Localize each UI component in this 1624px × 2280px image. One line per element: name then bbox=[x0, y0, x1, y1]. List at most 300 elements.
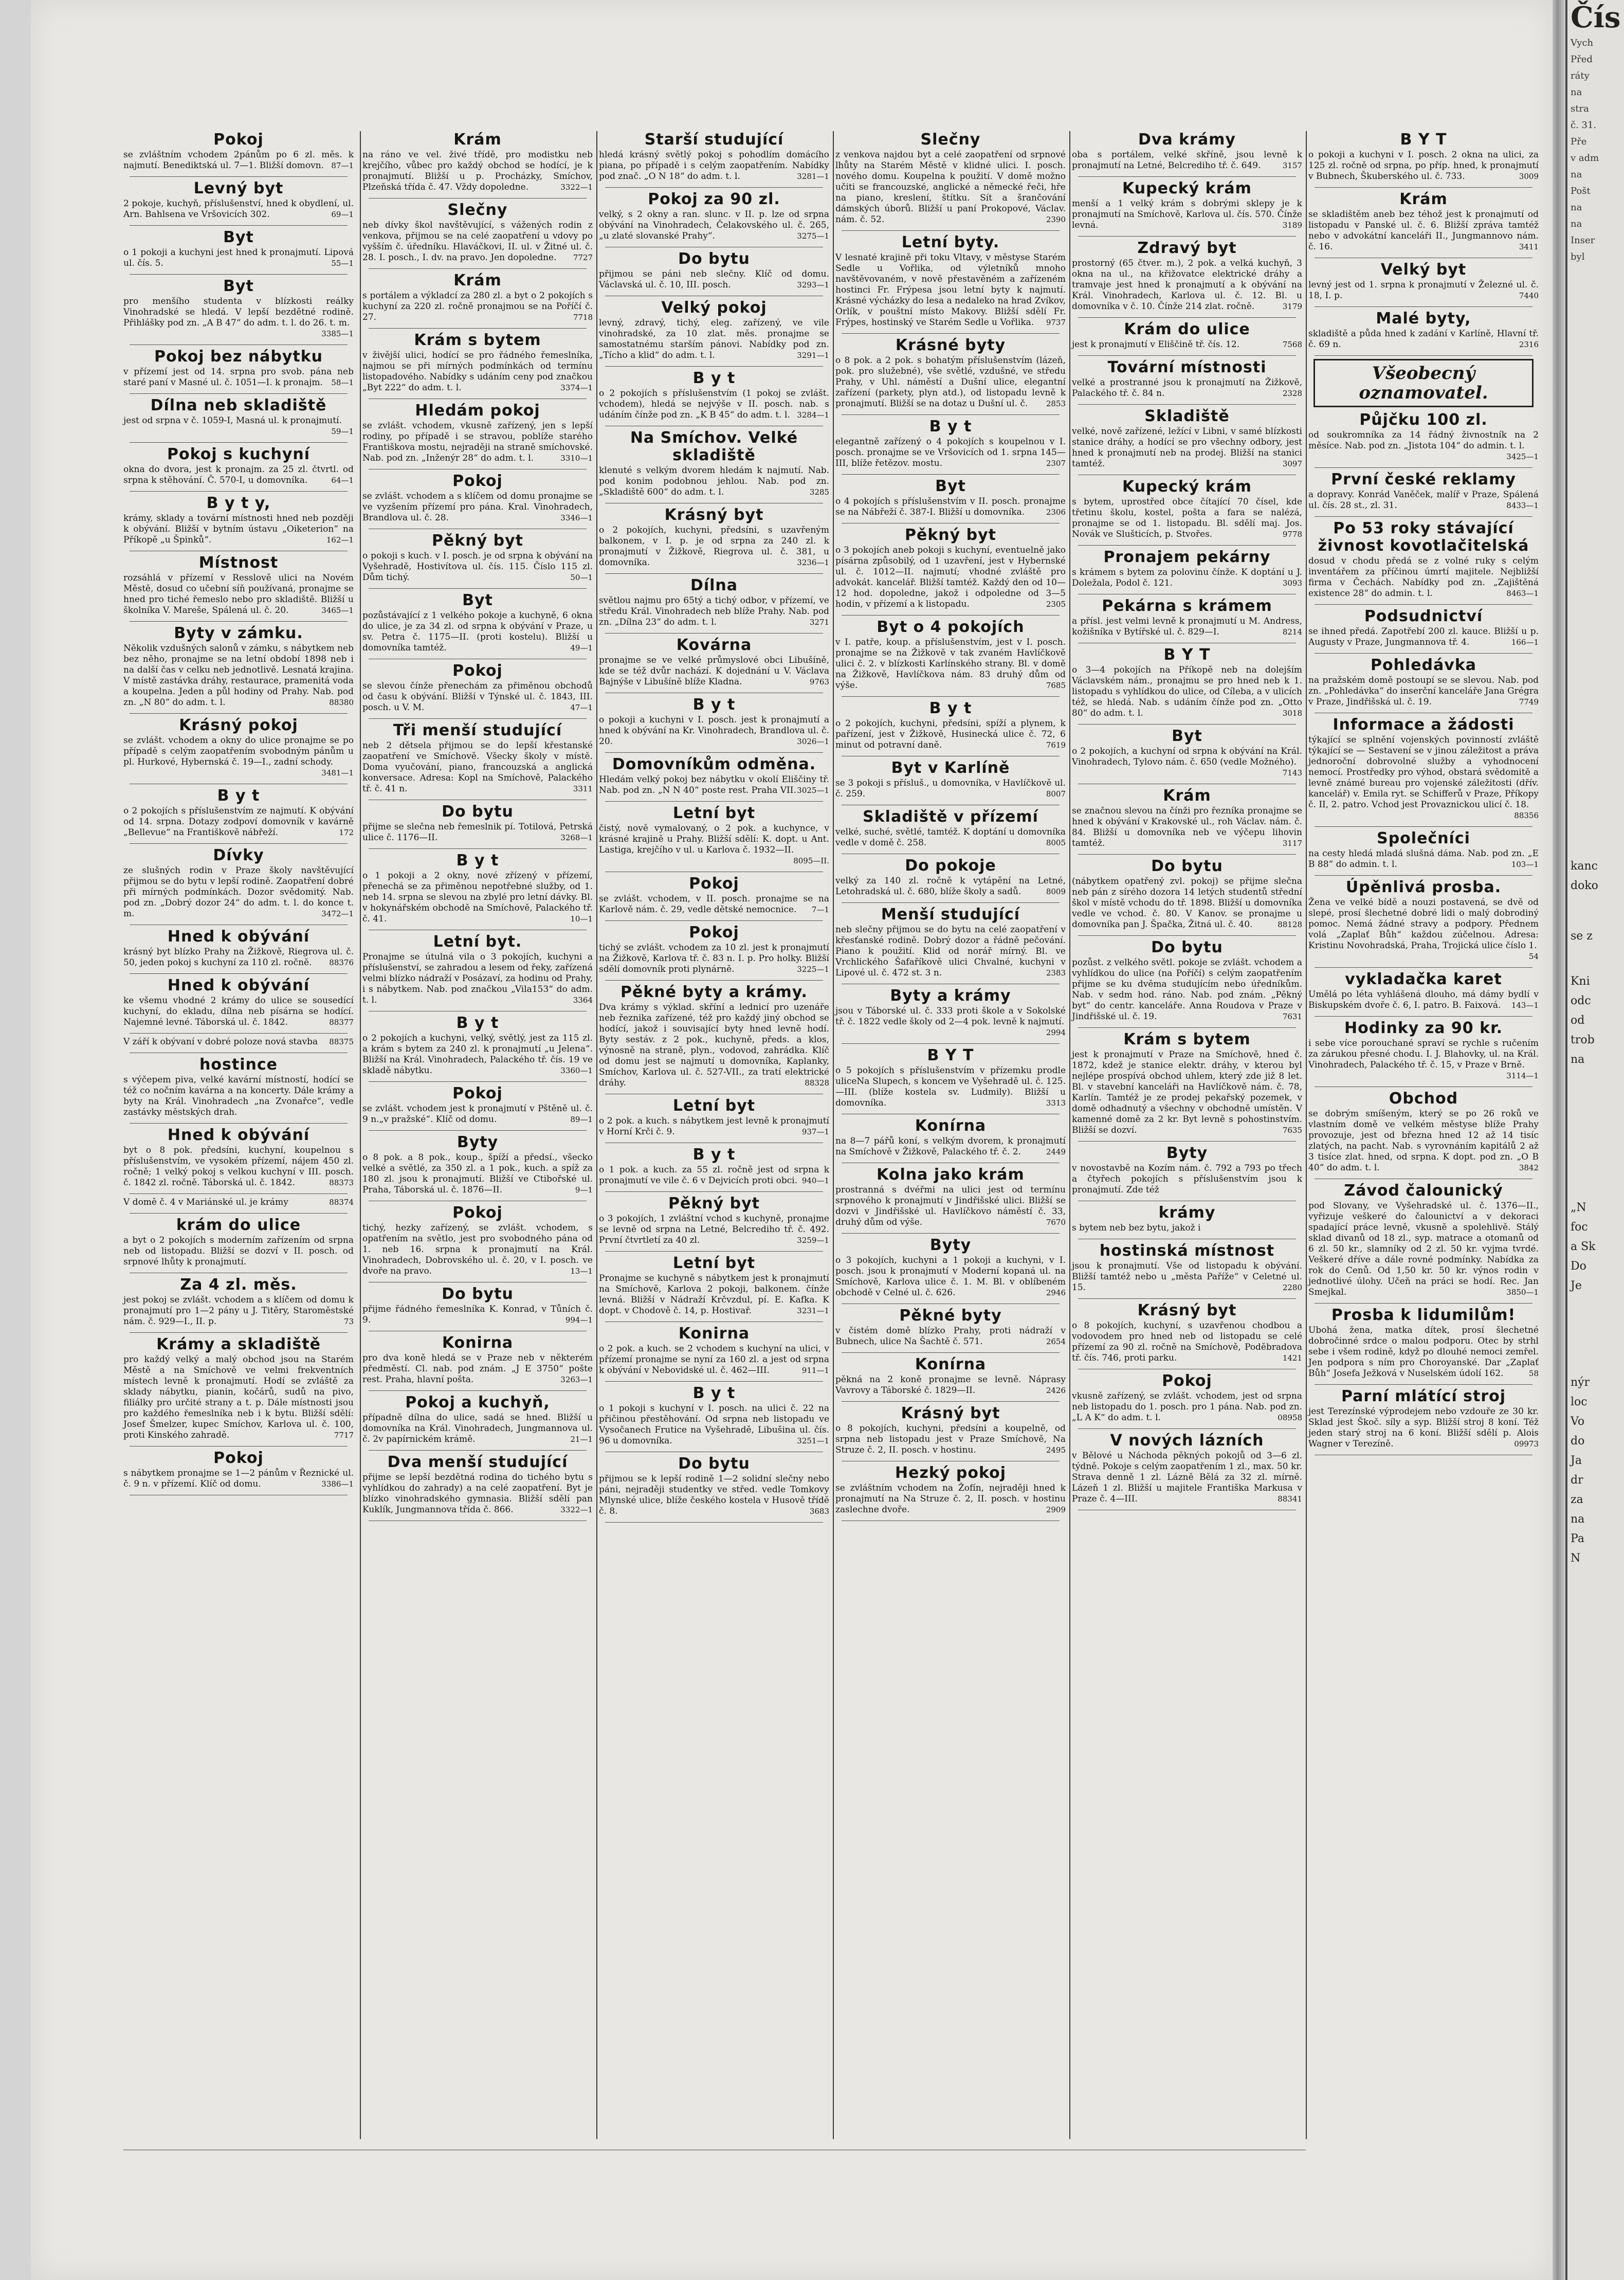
ad-title: Krám bbox=[453, 131, 502, 149]
ad-title: Po 53 roky stávající živnost kovotlačitelská bbox=[1318, 519, 1529, 555]
ad-body: o 8 pokojích, kuchyní, s uzavřenou chodbou a vodovodem pro hned neb od listopadu se celé přízemí za 90 zl. ročně na Smíchově, Poděbradova tř. čís. 746, proti parku. bbox=[1072, 1320, 1302, 1363]
ad-body: o 1 pok. a kuch. za 55 zl. ročně jest od srpna k pronajmutí ve vile č. 6 v Dejvicích proti obci. bbox=[599, 1165, 829, 1186]
classified-ad bbox=[835, 418, 1066, 469]
ad-text bbox=[362, 491, 593, 523]
ad-body: s výčepem piva, velké kavární místností, hodící se též co nočním kavárna a na koncerty. Dále krámy a byty na Král. Vinohradech „na Zvonařce“, vedle zastávky městských drah. bbox=[123, 1075, 354, 1117]
ad-reference-number: 3346—1 bbox=[560, 513, 593, 522]
ad-body: o 2 pok. a kuch. s nábytkem jest levně k pronajmutí v Horní Krči č. 9. bbox=[599, 1116, 829, 1137]
edge-fragment: Před bbox=[1571, 54, 1593, 65]
ad-reference-number: 3157 bbox=[1282, 161, 1302, 170]
ad-title: Krám bbox=[1399, 190, 1448, 208]
ad-title: Dílna bbox=[690, 576, 738, 594]
ad-body: tichý se zvlášt. vchodem za 10 zl. jest k pronajmutí na Žižkově, Karlova tř. č. 83 n. I. p. Pro holky. Bližší sdělí domovník proti plynárně. bbox=[599, 943, 829, 974]
classified-ad bbox=[123, 1450, 354, 1490]
ad-body: o 2 pokojích, kuchyni, předsíni, spíží a plynem, k pařízení, jest v Žižkově, Husinecká ulice č. 72, 6 minut od potravní daně. bbox=[835, 718, 1066, 750]
ad-separator bbox=[130, 442, 348, 443]
ad-separator bbox=[130, 1332, 348, 1333]
ad-text bbox=[362, 610, 593, 654]
ad-body: Několik vzdušných salonů v zámku, s nábytkem neb bez něho, pronajme se na letní období 1898 neb i na další čas v celku neb jednotlivě. Lesnatá krajina. V místě zastávka dráhy, restaurace, pramenitá voda a koupelna. Jeden a půl hodiny od Prahy. Nab. pod zn. „N 80“ do adm. t. l. bbox=[123, 643, 354, 708]
edge-fragment: od bbox=[1571, 1014, 1585, 1027]
ad-title: Půjčku 100 zl. bbox=[1359, 411, 1488, 429]
classified-ad bbox=[835, 1307, 1066, 1347]
classified-ad bbox=[835, 1464, 1066, 1515]
ad-title: Hezký pokoj bbox=[895, 1464, 1006, 1482]
ad-text bbox=[1072, 806, 1302, 849]
ad-reference-number: 88377 bbox=[329, 1018, 354, 1027]
ad-text bbox=[123, 415, 354, 436]
ad-reference-number: 3231—1 bbox=[797, 1306, 829, 1315]
classified-ad bbox=[123, 1127, 354, 1188]
ad-reference-number: 3275—1 bbox=[797, 231, 829, 241]
ad-body: prostorný (65 čtver. m.), 2 pok. a velká kuchyň, 3 okna na ul., na křižovatce elektrické dráhy a tramvaje jest hned k pronajmutí a k obývání na Král. Vinohradech, Karlova ul. č. 12. Bl. u domovníka v č. 10. Čínže 214 zlat. ročně. bbox=[1072, 258, 1302, 312]
ad-reference-number: 3360—1 bbox=[560, 1066, 593, 1075]
ad-body: velké a prostranné jsou k pronajmutí na Žižkově, Palackého tř. č. 84 n. bbox=[1072, 377, 1302, 399]
ad-title: Kupecký krám bbox=[1122, 179, 1252, 197]
ad-text bbox=[123, 1468, 354, 1490]
ad-text bbox=[599, 388, 829, 421]
classified-ad bbox=[1072, 1242, 1302, 1293]
ad-separator bbox=[1078, 1428, 1296, 1429]
classified-ad bbox=[599, 506, 829, 568]
ad-text bbox=[1072, 567, 1302, 589]
ad-reference-number: 3481—1 bbox=[321, 768, 354, 777]
classified-ad bbox=[835, 337, 1066, 409]
ad-body: na 8—7 pářů koní, s velkým dvorem, k pronajmutí na Smíchově v Žižkově, Palackého tř. č. 2. bbox=[835, 1136, 1066, 1157]
ad-title: Byt bbox=[935, 477, 966, 495]
ad-body: o 1 pokoji s kuchyní v I. posch. na ulici č. 22 na přičinou přestěhování. Od srpna neb listopadu ve Vysočanech Frutice na Vyšehradě, Libušina ul. čís. 96 u domovníka. bbox=[599, 1403, 829, 1446]
ad-text bbox=[835, 1423, 1066, 1456]
classified-ad bbox=[1072, 1145, 1302, 1196]
ad-body: levný jest od 1. srpna k pronajmutí v Železné ul. č. 18, I. p. bbox=[1308, 280, 1539, 301]
ad-reference-number: 69—1 bbox=[331, 210, 354, 219]
ad-title: B y t y, bbox=[206, 494, 271, 512]
ad-title: B y t bbox=[929, 699, 972, 717]
ad-reference-number: 3026—1 bbox=[797, 737, 829, 746]
ad-text bbox=[123, 1037, 354, 1047]
ad-text bbox=[362, 1353, 593, 1385]
edge-fragment: foc bbox=[1571, 1221, 1588, 1234]
classified-ad bbox=[599, 1146, 829, 1186]
ad-separator bbox=[369, 268, 587, 269]
ad-body: (nábytkem opatřený zvl. pokoj) se přijme slečna neb pán z sírého dozora 14 letých studentů střední škol v místě vchodu do tř. 1898. Bližší u domovníka vedle ve vchod. č. 80. V Kanov. se pronajme u domovníka pan J. Špačka, Žitná ul. č. 40. bbox=[1072, 876, 1302, 930]
edge-fragment: ráty bbox=[1571, 70, 1590, 81]
ad-text bbox=[1072, 339, 1302, 350]
ad-title: Tři menší studující bbox=[393, 721, 562, 739]
ad-text bbox=[1308, 989, 1539, 1011]
edge-fragment: odc bbox=[1571, 994, 1591, 1007]
classified-ad bbox=[123, 625, 354, 708]
ad-body: týkající se splnění vojenských povinností zvláště týkající se — Sestavení se v jinou záležitost a práva jednoroční dobrovolné služby a vyhodnocení nemocí. Prostředky pro výhod, obstará svědomitě a levně známé bureau pro vojenské záležitosti (dřív. kancelář) v. Emila ryt. se Schifferů v Praze, Příkopy č. II, 2. patro. Vchod jest Provaznickou ulicí č. 18. bbox=[1308, 735, 1539, 810]
ad-reference-number: 8009 bbox=[1046, 887, 1066, 896]
ad-title: Byt bbox=[1172, 727, 1202, 745]
ad-title: Pokoj bbox=[213, 1449, 264, 1467]
classified-ad bbox=[1072, 1372, 1302, 1423]
edge-fragment: Do bbox=[1571, 1260, 1586, 1273]
ad-text bbox=[1072, 1223, 1302, 1234]
ad-text bbox=[1308, 1201, 1539, 1298]
ad-reference-number: 55—1 bbox=[331, 259, 354, 268]
ad-text bbox=[1308, 1109, 1539, 1173]
ad-reference-number: 88128 bbox=[1278, 920, 1302, 929]
ad-reference-number: 3097 bbox=[1282, 459, 1302, 468]
ad-text bbox=[599, 823, 829, 865]
ad-reference-number: 59—1 bbox=[331, 427, 354, 436]
ad-title: Krám do ulice bbox=[1124, 320, 1250, 338]
classified-ad bbox=[1308, 261, 1539, 301]
ad-reference-number: 2316 bbox=[1519, 340, 1539, 349]
ad-title: Letní byt bbox=[672, 1097, 756, 1115]
ad-body: jest k pronajmutí v Praze na Smíchově, hned č. 1872, kdež je stanice elektr. dráhy, v kterou byl nejlépe prospívá obchod uhlem, který zde již 8 let. Bl. v stavební kanceláři na Havlíčkově nám. č. 78, Karlín. Tamtéž je ze prodej pekařský pozemek, v domě odhadnutý a všechny v obchodně umístěn. V kamenné domě za 2 kr. Byt levně s pohostinstvím. Bližší se dozví. bbox=[1072, 1049, 1302, 1135]
ad-text bbox=[123, 996, 354, 1028]
classified-ad bbox=[1308, 1182, 1539, 1298]
ad-title: Pokoj bbox=[689, 924, 739, 942]
ad-separator bbox=[130, 1213, 348, 1214]
classified-ad bbox=[1072, 787, 1302, 849]
ad-body: o pokoji a kuchyni v I. posch. 2 okna na ulici, za 125 zl. ročně od srpna, po příp. hned, k pronajmutí v Bubnech, Škuberského ul. č. 733. bbox=[1308, 150, 1539, 182]
ad-title: Pěkný byt bbox=[431, 532, 523, 550]
ad-text bbox=[835, 1326, 1066, 1347]
ad-title: Pokoj bbox=[452, 1204, 503, 1222]
edge-fragment: v adm bbox=[1571, 153, 1599, 164]
ad-title: Pokoj bbox=[452, 472, 503, 490]
ad-separator bbox=[130, 176, 348, 177]
ad-title: B Y T bbox=[1400, 131, 1447, 149]
ad-separator bbox=[605, 1381, 823, 1382]
ad-separator bbox=[605, 801, 823, 802]
ad-text bbox=[835, 496, 1066, 518]
ad-title: Do bytu bbox=[1151, 857, 1223, 875]
ad-title: Kolna jako krám bbox=[877, 1166, 1025, 1184]
ad-reference-number: 7631 bbox=[1282, 1012, 1302, 1021]
ad-text bbox=[362, 291, 593, 323]
ad-title: Pěkný byt bbox=[668, 1195, 760, 1213]
ad-body: o pokoji s kuch. v I. posch. je od srpna k obývání na Vyšehradě, Hostivítova ul. čís. 115. Číslo 115 zl. Dům tichý. bbox=[362, 551, 593, 583]
ad-text bbox=[123, 464, 354, 486]
classified-ad bbox=[123, 847, 354, 919]
classified-ad bbox=[835, 1405, 1066, 1456]
ad-title: Dva menší studující bbox=[387, 1453, 568, 1471]
ad-separator bbox=[605, 752, 823, 753]
ad-reference-number: 2654 bbox=[1046, 1337, 1066, 1346]
edge-fragment: stra bbox=[1571, 103, 1589, 114]
ad-body: neb slečny přijmou se do bytu na celé zaopatření v křesťanské rodině. Dobrý dozor a řádně pečování. Piano k použití. Klid od norář mírný. Bl. ve Vrchlického Šafaříkově ulici Chvalné, kuchyni v Lipové ul. č. 472 st. 3 n. bbox=[835, 925, 1066, 978]
ad-reference-number: 7619 bbox=[1046, 740, 1066, 750]
ad-reference-number: 940—1 bbox=[801, 1176, 829, 1185]
ad-separator bbox=[605, 1191, 823, 1192]
classified-ad bbox=[1308, 520, 1539, 599]
ad-reference-number: 9763 bbox=[809, 677, 829, 686]
classified-ad bbox=[1072, 131, 1302, 171]
ad-text bbox=[835, 150, 1066, 225]
ad-text bbox=[362, 350, 593, 393]
ad-text bbox=[1072, 957, 1302, 1022]
edge-fragment: Ja bbox=[1571, 1454, 1582, 1467]
ad-reference-number: 8007 bbox=[1046, 789, 1066, 799]
ad-separator bbox=[1315, 1016, 1532, 1017]
classified-ad bbox=[1072, 598, 1302, 638]
classified-ad bbox=[362, 1454, 593, 1515]
classified-ad bbox=[362, 1015, 593, 1076]
classified-ad bbox=[123, 717, 354, 779]
ad-reference-number: 2449 bbox=[1046, 1147, 1066, 1156]
ad-body: Dva krámy s výklad. skříní a lednicí pro uzenáře neb řeznika zařízené, též pro každý jiný obchod se hodící, jakož i souvisající byty hned levně hodí. Byty sestáv. z 2 pok., kuchyně, předs. a klos, výnosně na straně, plyn., vodovod, zahrádka. Klíč od domu jest se najmutí u domovníka, Kaplanky, Smíchov, Karlova ul. č. 527-VII., za tratí elektrické dráhy. bbox=[599, 1002, 829, 1088]
ad-title: Kovárna bbox=[676, 636, 752, 654]
ad-reference-number: 166—1 bbox=[1511, 638, 1539, 647]
classified-ad bbox=[835, 619, 1066, 691]
ad-text bbox=[1072, 150, 1302, 171]
classified-ad bbox=[1308, 879, 1539, 962]
classified-ad bbox=[1308, 131, 1539, 182]
ad-title: Krám bbox=[1163, 787, 1211, 805]
classified-ad bbox=[123, 1197, 354, 1208]
ad-body: tichý, hezky zařízený, se zvlášt. vchodem, s opatřením na světlo, jest pro svobodného pána od 1. neb 16. srpna k pronajmutí na Král. Vinohradech, Dobrovského ul. č. 20, v I. posch. ve dvoře na pravo. bbox=[362, 1223, 593, 1276]
classified-ad bbox=[123, 278, 354, 339]
ad-text bbox=[123, 806, 354, 838]
ad-reference-number: 7727 bbox=[573, 253, 593, 262]
ad-reference-number: 3271 bbox=[809, 618, 829, 627]
classified-ad bbox=[123, 1217, 354, 1268]
classified-ad bbox=[1308, 191, 1539, 252]
ad-title: vykladačka karet bbox=[1345, 970, 1502, 988]
ad-text bbox=[599, 318, 829, 361]
ad-reference-number: 9737 bbox=[1046, 318, 1066, 327]
edge-fragment: Vo bbox=[1571, 1415, 1585, 1428]
ad-title: Do bytu bbox=[1151, 938, 1223, 956]
ad-reference-number: 7670 bbox=[1046, 1218, 1066, 1227]
ad-reference-number: 2946 bbox=[1046, 1288, 1066, 1297]
ad-title: Domovníkům odměna. bbox=[612, 755, 816, 773]
ad-reference-number: 7568 bbox=[1282, 340, 1302, 349]
ad-body: levný, zdravý, tichý, eleg. zařízený, ve vile vinohradské, za 10 zlat. měs. pronajme se samostatnému starším pánovi. Nabídky pod zn. „Tícho a klid“ do adm. t. l. bbox=[599, 318, 829, 360]
ad-reference-number: 8005 bbox=[1046, 838, 1066, 847]
ad-reference-number: 3293—1 bbox=[797, 280, 829, 289]
ad-reference-number: 143—1 bbox=[1511, 1001, 1539, 1010]
ad-reference-number: 9778 bbox=[1282, 530, 1302, 539]
ad-reference-number: 3281—1 bbox=[797, 172, 829, 181]
ad-title: Byty bbox=[457, 1133, 499, 1151]
ad-body: V lesnaté krajině při toku Vltavy, v městyse Starém Sedle u Vořlika, od výletníků mnoho navštěvovaném, v nově přestavěném a zařízeném hostinci Fr. Frýpesa jsou letní byty k najmutí. Krásné výcházky do lesa a nedaleko na hrad Zvíkov, Orlík, v pouštní místo Makovy. Bližší sdělí Fr. Frýpes, hostinský ve Starém Sedle u Vořlika. bbox=[835, 252, 1066, 328]
ad-body: skladiště a půda hned k zadání v Karlíně, Hlavní tř. č. 69 n. bbox=[1308, 329, 1539, 350]
ad-reference-number: 9—1 bbox=[575, 1185, 593, 1195]
ad-title: Letní byty. bbox=[901, 233, 1000, 251]
classified-ad bbox=[362, 131, 593, 193]
classified-ad bbox=[1072, 646, 1302, 719]
ad-reference-number: 3386—1 bbox=[321, 1479, 354, 1489]
ad-separator bbox=[1315, 355, 1532, 356]
ad-separator bbox=[842, 1043, 1060, 1044]
ad-text bbox=[599, 1116, 829, 1137]
ad-body: se zvlášt. vchodem, v II. posch. pronajme se na Karlově nám. č. 29, vedle dětské nemocnice. bbox=[599, 894, 829, 915]
ad-reference-number: 3284—1 bbox=[797, 410, 829, 420]
ad-reference-number: 10—1 bbox=[570, 914, 593, 924]
ad-text bbox=[1308, 329, 1539, 350]
ad-reference-number: 88356 bbox=[1514, 811, 1539, 820]
ad-title: Pěkný byt bbox=[904, 526, 996, 544]
classified-ad bbox=[599, 696, 829, 747]
ad-body: Žena ve velké bídě a nouzi postavená, se dvě od slepé, prosí šlechetné dobré lidi o malý dobrodiný pomoc. Nemá žádné stravy a podpory. Přednem volá „Zaplať Bůh“ každou zúčelnou. Adresa: Kristinu Novohradská, Praha, Trojická ulice číslo 1. bbox=[1308, 897, 1539, 951]
ad-text bbox=[1072, 1451, 1302, 1505]
ad-text bbox=[362, 822, 593, 843]
ad-reference-number: 7685 bbox=[1046, 681, 1066, 690]
ad-title: Podsudnictví bbox=[1364, 607, 1483, 625]
ad-text bbox=[835, 1006, 1066, 1037]
ad-text bbox=[123, 643, 354, 708]
ad-body: pronajme se ve velké průmyslové obci Libušíně, kde se též dvůr nachází. K dojednání u V. Václava Bajnýše v Libušíně blíže Kladna. bbox=[599, 655, 829, 687]
ad-reference-number: 7718 bbox=[573, 313, 593, 322]
classified-ad bbox=[362, 852, 593, 925]
classified-ad bbox=[362, 202, 593, 263]
edge-fragment: „N bbox=[1571, 1201, 1586, 1214]
ad-title: Slečny bbox=[447, 201, 508, 219]
classified-ad bbox=[1308, 971, 1539, 1011]
edge-fragment: Pře bbox=[1571, 136, 1587, 147]
ad-reference-number: 87—1 bbox=[331, 161, 354, 170]
ad-separator bbox=[842, 696, 1060, 697]
classified-ad bbox=[123, 928, 354, 968]
ad-body: krámy, sklady a tovární místnosti hned neb později k obývání. Bližší v bytním ústavu „Oiketerion“ na Příkopě „u Špinků“. bbox=[123, 513, 354, 545]
ad-text bbox=[835, 252, 1066, 328]
ad-title: hostinská místnost bbox=[1099, 1242, 1275, 1260]
ad-reference-number: 3385—1 bbox=[321, 329, 354, 338]
edge-fragment: za bbox=[1571, 1493, 1583, 1506]
ad-reference-number: 3842 bbox=[1519, 1163, 1539, 1172]
facing-page-edge bbox=[1565, 0, 1624, 2280]
ad-reference-number: 88374 bbox=[329, 1198, 354, 1207]
ad-text bbox=[123, 1145, 354, 1188]
ad-text bbox=[1072, 497, 1302, 540]
ad-reference-number: 3259—1 bbox=[797, 1236, 829, 1245]
ad-title: Pokoj bez nábytku bbox=[154, 348, 323, 366]
ad-separator bbox=[1078, 545, 1296, 546]
ad-separator bbox=[1315, 467, 1532, 468]
ad-title: Pěkné byty a krámy. bbox=[621, 983, 808, 1001]
ad-text bbox=[599, 525, 829, 568]
ad-body: vkusně zařízený, se zvlášt. vchodem, jest od srpna neb listopadu do 1. posch. pro 1 pána. Nab. pod zn. „L A K“ do adm. t. l. bbox=[1072, 1391, 1302, 1423]
ad-text bbox=[1308, 1406, 1539, 1450]
ad-reference-number: 73 bbox=[343, 1317, 354, 1326]
ad-body: přijme řádného řemeslníka K. Konrad, v Tůních č. 9. bbox=[362, 1304, 593, 1325]
classified-ad bbox=[1308, 1090, 1539, 1173]
ad-text bbox=[835, 545, 1066, 610]
ad-reference-number: 3310—1 bbox=[560, 454, 593, 463]
ad-separator bbox=[1078, 724, 1296, 725]
ad-separator bbox=[1315, 604, 1532, 605]
ad-reference-number: 49—1 bbox=[570, 643, 593, 653]
edge-fragment: na bbox=[1571, 1053, 1585, 1066]
ad-reference-number: 911—1 bbox=[801, 1366, 829, 1375]
column-1 bbox=[123, 131, 354, 2142]
ad-text bbox=[1308, 626, 1539, 648]
classified-ad bbox=[835, 987, 1066, 1038]
ad-body: velký za 140 zl. ročně k vytápění na Letné, Letohradská ul. č. 680, blíže školy a sadů. bbox=[835, 876, 1066, 897]
ad-text bbox=[362, 740, 593, 794]
ad-reference-number: 2853 bbox=[1046, 399, 1066, 408]
ad-reference-number: 3114—1 bbox=[1506, 1071, 1539, 1080]
classified-ad bbox=[362, 1394, 593, 1445]
ad-text bbox=[1072, 258, 1302, 312]
ad-body: Pronajme se kuchyně s nábytkem jest k pronajmutí na Smíchově, Karlova 2 pokoji, balkonem. čínže levná. Bližší v Nádraží Krčvzdul, pí. E. Kafka. K dopt. v Chodově č. 14, p. Hostivař. bbox=[599, 1273, 829, 1316]
ad-separator bbox=[369, 1450, 587, 1451]
ad-separator bbox=[1078, 176, 1296, 177]
classified-ad bbox=[1072, 1302, 1302, 1364]
ad-body: a přísl. jest velmi levně k pronajmutí u M. Andress, kožišníka v Bytířské ul. č. 829—I. bbox=[1072, 616, 1302, 637]
ad-title: krám do ulice bbox=[176, 1216, 301, 1234]
classified-ad bbox=[599, 299, 829, 361]
ad-body: na ráno ve vel. živé třídě, pro modistku neb krejčího, vůbec pro každý obchod se hodící, je k pronajmutí. Bližší u p. Procházky, Smíchov, Plzeňská třída č. 47. Vždy dopoledne. bbox=[362, 150, 593, 192]
ad-body: pro dva koně hledá se v Praze neb v některém předměstí. Cl. nab. pod znám. „J E 3750“ pošte rest. Praha, hlavní pošta. bbox=[362, 1353, 593, 1385]
ad-separator bbox=[1078, 1027, 1296, 1028]
ad-text bbox=[599, 1214, 829, 1246]
ad-title: Krásný byt bbox=[664, 506, 764, 524]
ad-body: se skladištěm aneb bez téhož jest k pronajmutí od listopadu v Panské ul. č. 6. Bližší zpráva tamtéž nebo v advokátní kanceláři II., Jungmannovo nám. č. 16. bbox=[1308, 209, 1539, 252]
ad-body: s portálem a výkladcí za 280 zl. a byt o 2 pokojích s kuchyní za 220 zl. ročně pronajmou se na Poříčí č. 27. bbox=[362, 291, 593, 322]
ad-title: Na Smíchov. Velké skladiště bbox=[630, 429, 798, 464]
ad-text bbox=[123, 1235, 354, 1268]
edge-fragment: Inser bbox=[1571, 235, 1595, 246]
ad-reference-number: 8433—1 bbox=[1506, 501, 1539, 510]
classified-ad bbox=[123, 229, 354, 269]
ad-title: Krásný pokoj bbox=[179, 716, 298, 734]
ad-body: o 2 pok. a kuch. se 2 vchodem s kuchyní na ulici, v přízemí pronajme se nyní za 160 zl. a jest od srpna k obývání v Nebovidské ul. č. 462—III. bbox=[599, 1344, 829, 1376]
ad-reference-number: 88380 bbox=[329, 698, 354, 707]
classified-ad bbox=[835, 808, 1066, 848]
classified-ad bbox=[1308, 1388, 1539, 1450]
ad-reference-number: 88328 bbox=[805, 1078, 829, 1088]
ad-body: v živější ulici, hodící se pro řádného řemeslníka, najmou se při mírných podmínkách od termínu listopadového. Nabídky s udáním ceny pod značkou „Byt 222“ do adm. t. l. bbox=[362, 350, 593, 393]
classified-ad bbox=[599, 1455, 829, 1517]
classified-ad bbox=[362, 473, 593, 523]
ad-reference-number: 2280 bbox=[1282, 1283, 1302, 1292]
column-6 bbox=[1308, 131, 1539, 2142]
ad-reference-number: 3291—1 bbox=[797, 351, 829, 360]
ad-reference-number: 3225—1 bbox=[797, 965, 829, 974]
ad-title: První české reklamy bbox=[1331, 471, 1516, 488]
ad-text bbox=[835, 1185, 1066, 1228]
classified-ad bbox=[1308, 657, 1539, 708]
ad-reference-number: 2328 bbox=[1282, 389, 1302, 398]
ad-title: Společníci bbox=[1377, 829, 1470, 847]
ad-reference-number: 3374—1 bbox=[560, 383, 593, 392]
ad-title: B y t bbox=[692, 369, 736, 387]
ad-title: Informace a žádosti bbox=[1333, 716, 1514, 734]
ad-body: o 4 pokojích s příslušenstvím v II. posch. pronajme se na Nábřeží č. 387-I. Bližší u domovníka. bbox=[835, 496, 1066, 517]
classified-ad bbox=[599, 875, 829, 915]
ad-separator bbox=[130, 274, 348, 275]
ad-reference-number: 3850—1 bbox=[1506, 1288, 1539, 1297]
classified-ad bbox=[362, 1085, 593, 1125]
ad-separator bbox=[605, 573, 823, 574]
classified-ad bbox=[835, 1237, 1066, 1298]
column-3 bbox=[599, 131, 829, 2142]
ad-text bbox=[1072, 1261, 1302, 1293]
ad-body: se značnou slevou na čínži pro řezníka pronajme se hned k obývání v Krakovské ul., roh Václav. nám. č. 84. Bližší u domovníka neb ve výčepu lihovin tamtéž. bbox=[1072, 806, 1302, 848]
ad-title: Velký byt bbox=[1380, 261, 1467, 279]
ad-text bbox=[362, 1413, 593, 1445]
classified-ad bbox=[599, 577, 829, 628]
classified-ad bbox=[123, 495, 354, 546]
ad-title: Hned k obývání bbox=[167, 1126, 310, 1144]
ad-separator bbox=[842, 474, 1060, 475]
classified-ad bbox=[1072, 240, 1302, 312]
ad-body: neb 2 dětsela přijmou se do lepší křestanské zaopatření ve Smíchově. Všecky školy v místě. Doma vyučování, piano, francouzská a anglická konversace. Adresa: Kopl na Smíchově, Palackého tř. č. 41 n. bbox=[362, 740, 593, 794]
edge-fragment: na bbox=[1571, 87, 1582, 98]
ad-title: Krásné byty bbox=[895, 336, 1006, 354]
ad-text bbox=[123, 1197, 354, 1208]
ad-separator bbox=[1315, 826, 1532, 827]
ad-separator bbox=[1315, 653, 1532, 654]
ad-text bbox=[1072, 876, 1302, 930]
ad-title: Prosba k lidumilům! bbox=[1331, 1306, 1516, 1324]
